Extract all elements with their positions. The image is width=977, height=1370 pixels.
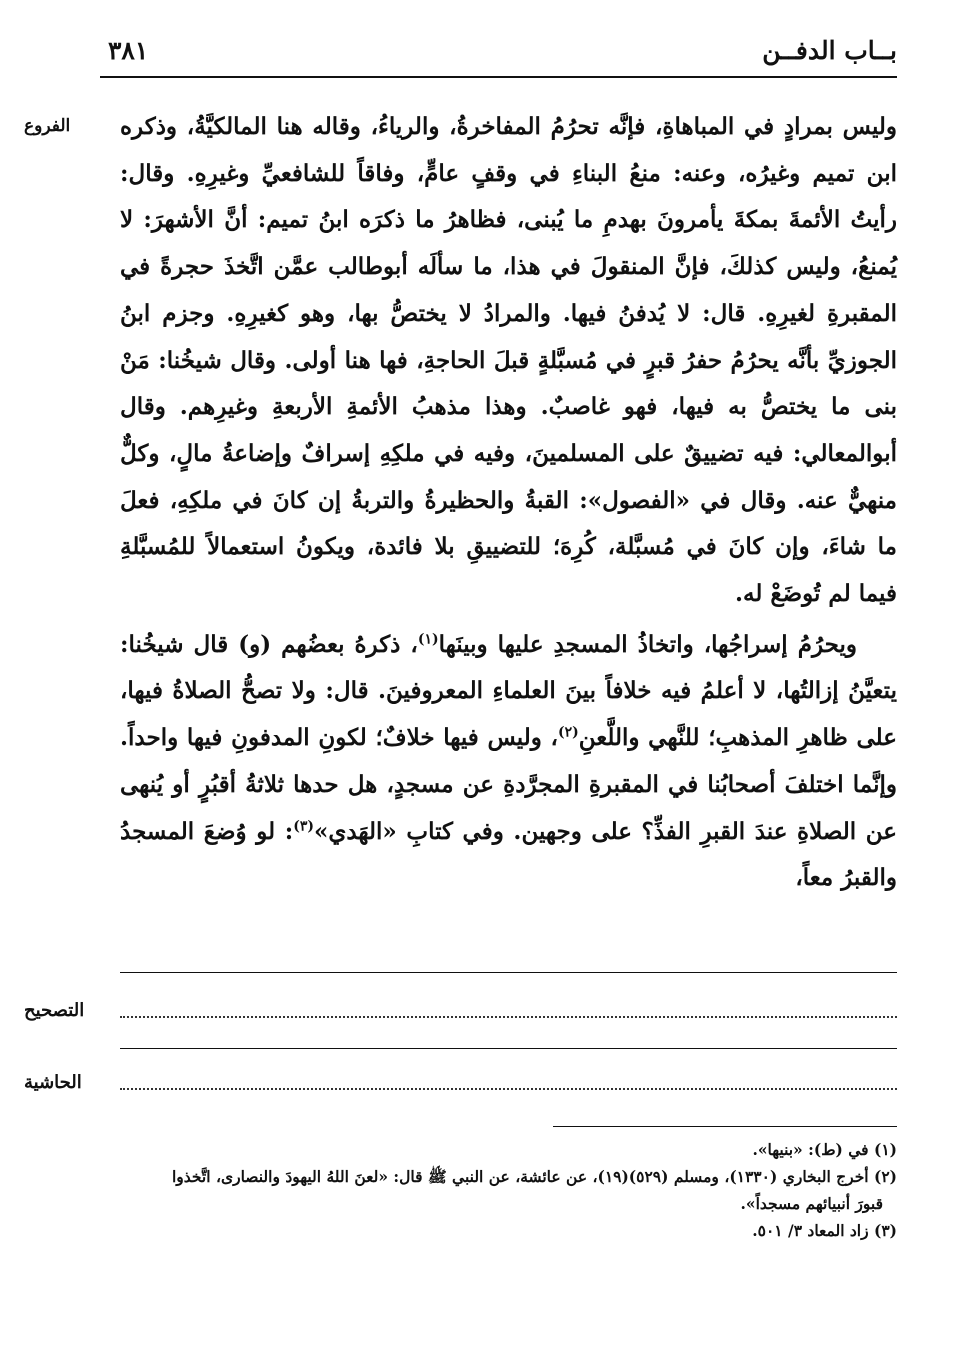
footnote-1: (١) في (ط): «بنيها». xyxy=(752,1140,897,1159)
page-number: ٣٨١ xyxy=(108,36,149,65)
footnote-ref-3[interactable]: (٣) xyxy=(293,817,314,834)
annotation-dotted-line xyxy=(120,1088,897,1090)
paragraph-2-part-1: ويحرُمُ إسراجُها، واتخاذُ المسجدِ عليها وبينَها xyxy=(438,630,857,658)
footnotes xyxy=(100,1136,897,1244)
main-text xyxy=(120,104,897,902)
footnote-separator xyxy=(553,1126,897,1127)
footnote-2 xyxy=(100,1163,897,1217)
correction-top-rule xyxy=(120,972,897,973)
paragraph-2 xyxy=(120,622,897,902)
annotation-label: الحاشية xyxy=(24,1072,82,1093)
paragraph-2-part-4: : لو وُضعَ المسجدُ والقبرُ معاً، xyxy=(120,817,897,892)
footnote-2-line-2: قبورَ أنبيائهم مسجداً». xyxy=(740,1194,883,1213)
correction-label: التصحيح xyxy=(24,1000,85,1021)
footnote-3: (٣) زاد المعاد ٣/ ٥٠١. xyxy=(752,1221,897,1240)
chapter-title: بــاب الدفــن xyxy=(762,36,897,65)
source-margin-label: الفروع xyxy=(24,116,71,136)
footnote-2-line-1: (٢) أخرج البخاري (١٣٣٠)، ومسلم (٥٢٩)(١٩)، عن عائشة، عن النبي ﷺ قال: «لعنَ اللهُ اليهودَ والنصارى، اتَّخذوا xyxy=(172,1167,897,1186)
footnote-ref-1[interactable]: (١) xyxy=(417,631,439,648)
correction-dotted-line xyxy=(120,1016,897,1018)
header-rule xyxy=(100,76,897,78)
annotation-top-rule xyxy=(120,1048,897,1049)
footnote-ref-2[interactable]: (٢) xyxy=(557,724,579,741)
paragraph-2-part-2: ، ذكرهُ بعضُهم (و) قال شيخُنا: يتعيَّنُ إزالتُها، لا أعلمُ فيه خلافاً بينَ العلماءِ المعروفينَ. قال: ولا تصحُّ الصلاةُ فيها، على ظاهرِ المذهبِ؛ للنَّهي واللَّعنِ xyxy=(120,630,897,752)
paragraph-1: وليس بمرادٍ في المباهاةِ، فإنَّه تحرُمُ المفاخرةُ، والرياءُ، وقاله هنا المالكيَّةُ، وذكره ابن تميم وغيرُه، وعنه: منعُ البناءِ في وقفٍ عامٍّ، وفاقاً للشافعيِّ وغيرِهِ. وقال: رأيتُ الأئمةَ بمكةَ يأمرونَ بهدمِ ما يُبنى، فظاهرُ ما ذكرَه ابنُ تميم: أنَّ الأشهرَ: لا يُمنعُ، وليس كذلكَ، فإنَّ المنقولَ في هذا، ما سألَه أبوطالب عمَّن اتَّخذَ حجرةً في المقبرةِ لغيرِهِ. قال: لا يُدفنُ فيها. والمرادُ لا يختصُّ بها، وهو كغيرِهِ. وجزم ابنُ الجوزيِّ بأنَّه يحرُمُ حفرُ قبرٍ في مُسبَّلةٍ قبلَ الحاجةِ، فها هنا أولى. وقال شيخُنا: مَنْ بنى ما يختصُّ به فيها، فهو غاصبٌ. وهذا مذهبُ الأئمةِ الأربعةِ وغيرِهم. وقال أبوالمعالي: فيه تضييقٌ على المسلمينَ، وفيه في ملكِهِ إسرافٌ وإضاعةُ مالٍ، وكلٌّ منهيٌّ عنه. وقال في «الفصول»: القبةُ والحظيرةُ والتربةُ إن كانَ في ملكِهِ، فعلَ ما شاءَ، وإن كانَ في مُسبَّلة، كُرِهَ؛ للتضييقِ بلا فائدة، ويكونُ استعمالاً للمُسبَّلةِ فيما لم تُوضَعْ له. xyxy=(120,113,897,608)
paragraph-2-part-3: ، وليس فيها خلافٌ؛ لكونِ المدفونِ فيها واحداً. وإنَّما اختلفَ أصحابُنا في المقبرةِ المجرَّدةِ عن مسجدٍ، هل حدها ثلاثةُ أقبُرٍ أو يُنهى عن الصلاةِ عندَ القبرِ الفذِّ؟ على وجهين. وفي كتابِ «الهَدي» xyxy=(120,724,897,845)
